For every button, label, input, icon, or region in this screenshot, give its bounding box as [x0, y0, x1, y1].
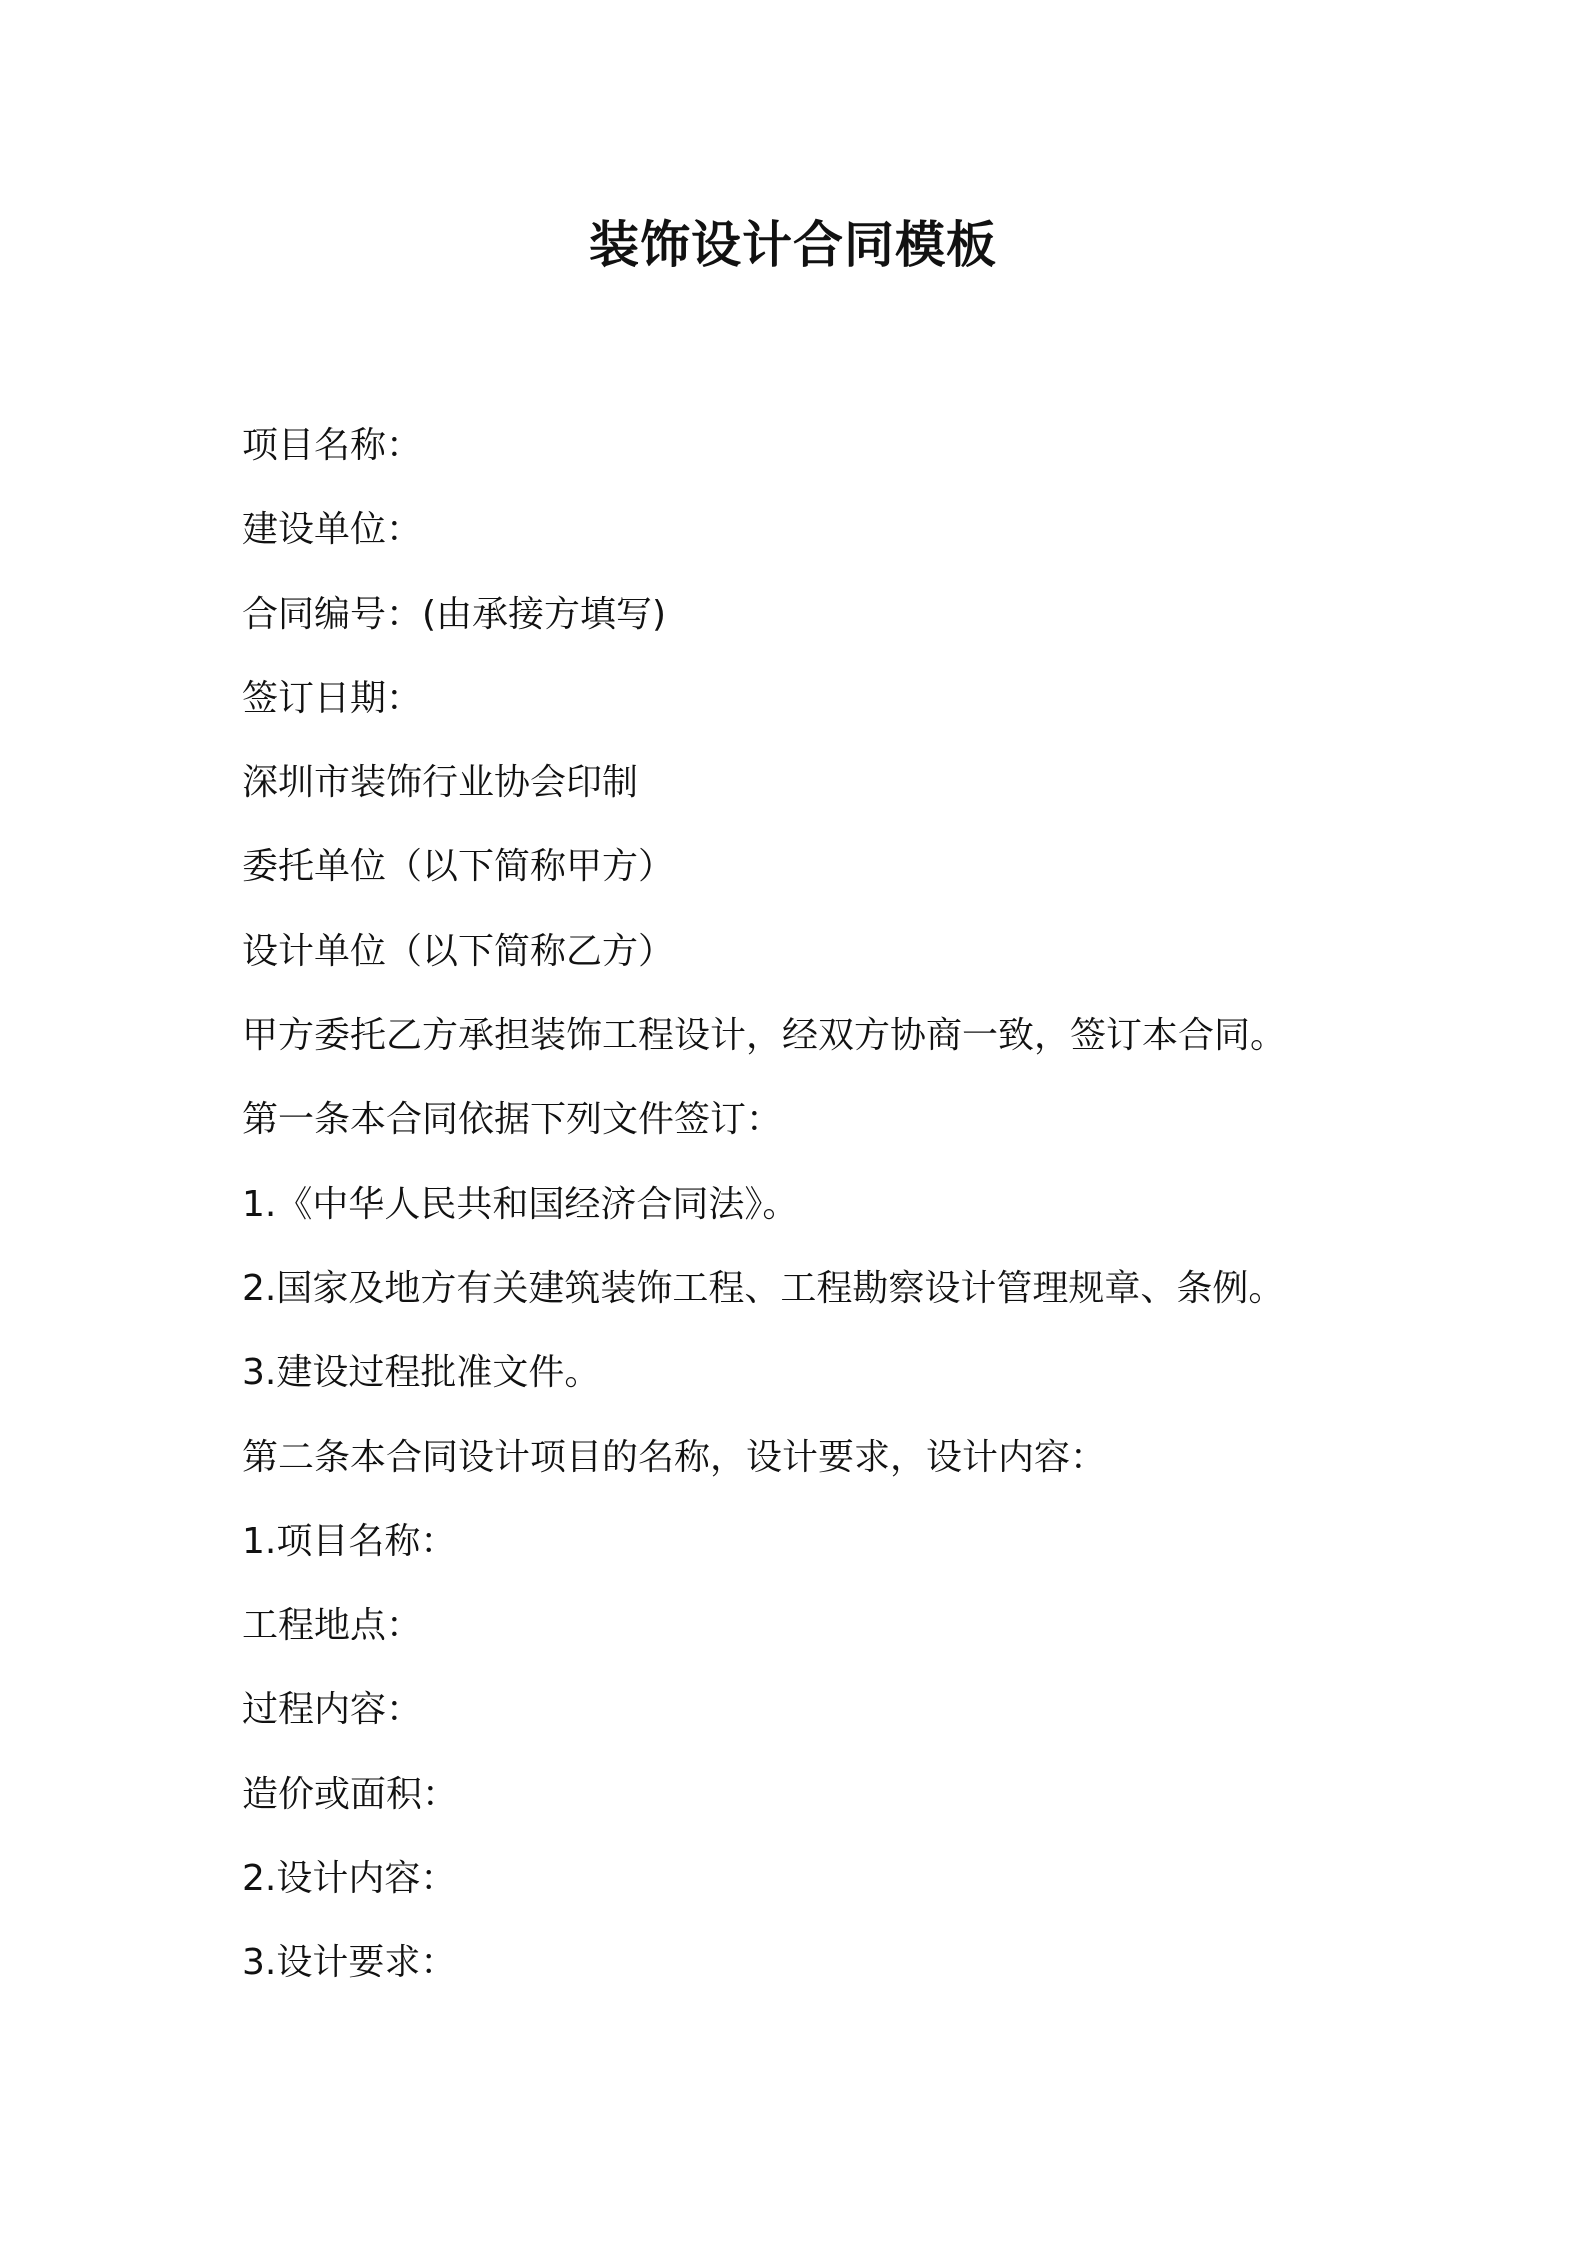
line-preamble: 甲方委托乙方承担装饰工程设计，经双方协商一致，签订本合同。 [242, 1015, 1287, 1057]
line-article-1-heading: 第一条本合同依据下列文件签订： [242, 1099, 783, 1141]
line-party-a: 委托单位（以下简称甲方） [242, 846, 675, 888]
line-design-requirements: 3.设计要求： [242, 1942, 457, 1984]
line-project-location: 工程地点： [242, 1605, 423, 1647]
line-design-content: 2.设计内容： [242, 1858, 457, 1900]
line-signing-date: 签订日期： [242, 677, 423, 719]
line-article-1-item-3: 3.建设过程批准文件。 [242, 1352, 601, 1394]
document-body [242, 404, 1422, 2006]
line-article-1-item-1: 1.《中华人民共和国经济合同法》。 [242, 1183, 799, 1225]
line-contract-number: 合同编号：(由承接方填写) [242, 593, 667, 635]
line-article-2-project-name: 1.项目名称： [242, 1520, 457, 1562]
line-construction-unit: 建设单位： [242, 509, 423, 551]
line-article-1-item-2: 2.国家及地方有关建筑装饰工程、工程勘察设计管理规章、条例。 [242, 1267, 1285, 1309]
line-printed-by: 深圳市装饰行业协会印制 [242, 762, 639, 804]
line-party-b: 设计单位（以下简称乙方） [242, 930, 675, 972]
document-title: 装饰设计合同模板 [589, 216, 997, 274]
line-cost-or-area: 造价或面积： [242, 1773, 459, 1815]
line-project-name: 项目名称： [242, 425, 423, 466]
line-process-content: 过程内容： [242, 1689, 423, 1731]
line-article-2-heading: 第二条本合同设计项目的名称，设计要求，设计内容： [242, 1436, 1107, 1478]
